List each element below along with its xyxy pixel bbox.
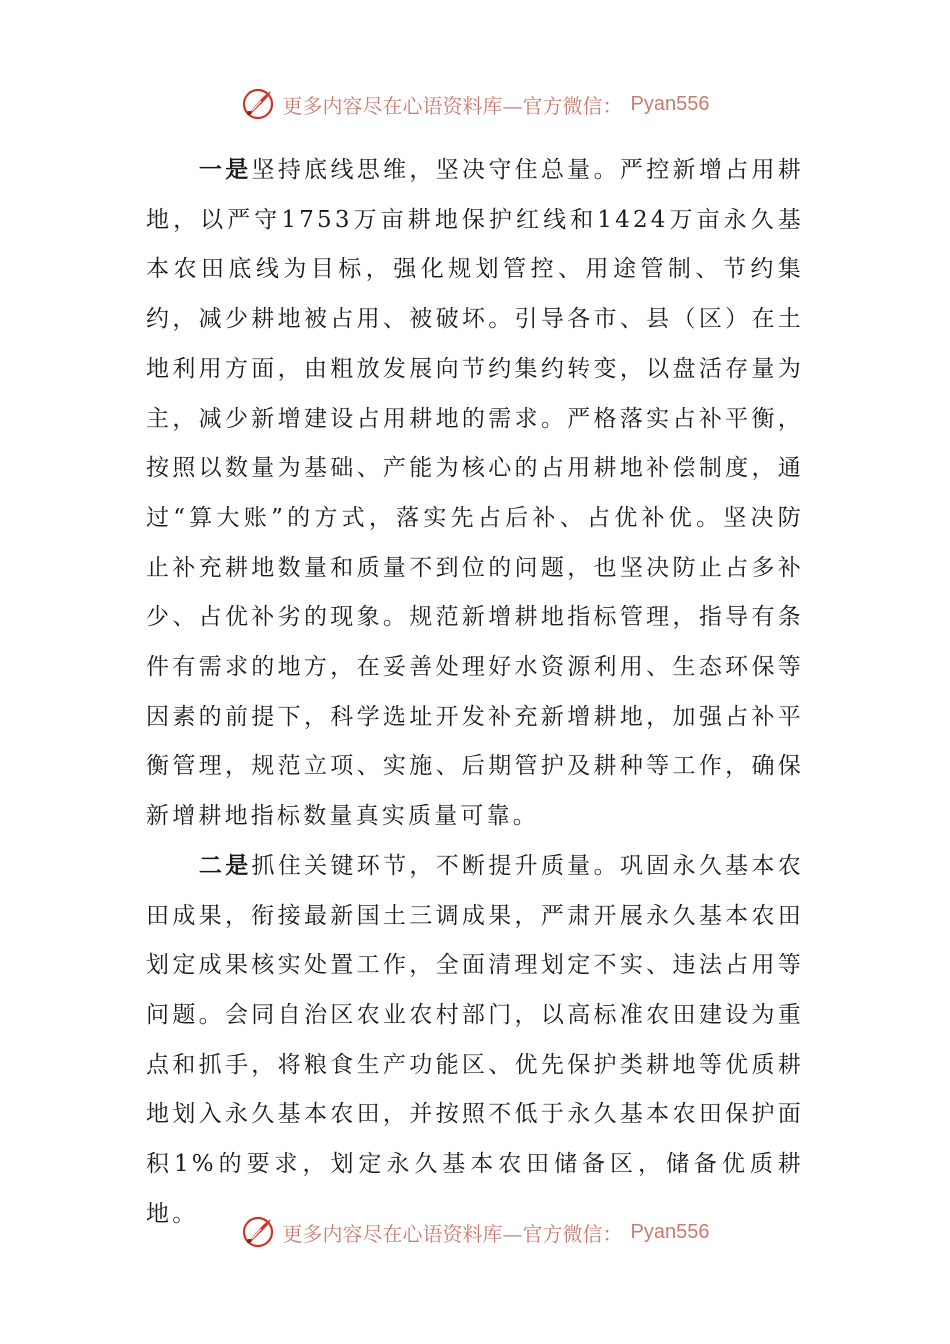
quill-pen-logo-icon: [241, 87, 275, 121]
banner-text: 更多内容尽在心语资料库—官方微信：: [282, 1221, 623, 1246]
header-banner: [0, 84, 950, 124]
document-body: [146, 146, 804, 1239]
paragraph-1-lead: 一是: [198, 157, 252, 183]
wechat-id: Pyan556: [630, 1220, 710, 1243]
paragraph-2: [146, 842, 804, 1240]
wechat-id: Pyan556: [630, 92, 710, 115]
paragraph-1-body: 坚持底线思维，坚决守住总量。严控新增占用耕地，以严守1753万亩耕地保护红线和1424万亩永久基本农田底线为目标，强化规划管控、用途管制、节约集约，减少耕地被占用、被破坏。引导各市、县（区）在土地利用方面，由粗放发展向节约集约转变，以盘活存量为主，减少新增建设占用耕地的需求。严格落实占补平衡，按照以数量为基础、产能为核心的占用耕地补偿制度，通过“算大账”的方式，落实先占后补、占优补优。坚决防止补充耕地数量和质量不到位的问题，也坚决防止占多补少、占优补劣的现象。规范新增耕地指标管理，指导有条件有需求的地方，在妥善处理好水资源利用、生态环保等因素的前提下，科学选址开发补充新增耕地，加强占补平衡管理，规范立项、实施、后期管护及耕种等工作，确保新增耕地指标数量真实质量可靠。: [146, 157, 805, 830]
paragraph-1: [146, 146, 804, 842]
banner-text: 更多内容尽在心语资料库—官方微信：: [282, 93, 623, 118]
footer-banner: [0, 1212, 950, 1252]
quill-pen-logo-icon: [241, 1215, 275, 1249]
paragraph-2-body: 抓住关键环节，不断提升质量。巩固永久基本农田成果，衔接最新国土三调成果，严肃开展永久基本农田划定成果核实处置工作，全面清理划定不实、违法占用等问题。会同自治区农业农村部门，以高标准农田建设为重点和抓手，将粮食生产功能区、优先保护类耕地等优质耕地划入永久基本农田，并按照不低于永久基本农田保护面积1%的要求，划定永久基本农田储备区，储备优质耕地。: [146, 852, 805, 1227]
paragraph-2-lead: 二是: [198, 852, 252, 879]
